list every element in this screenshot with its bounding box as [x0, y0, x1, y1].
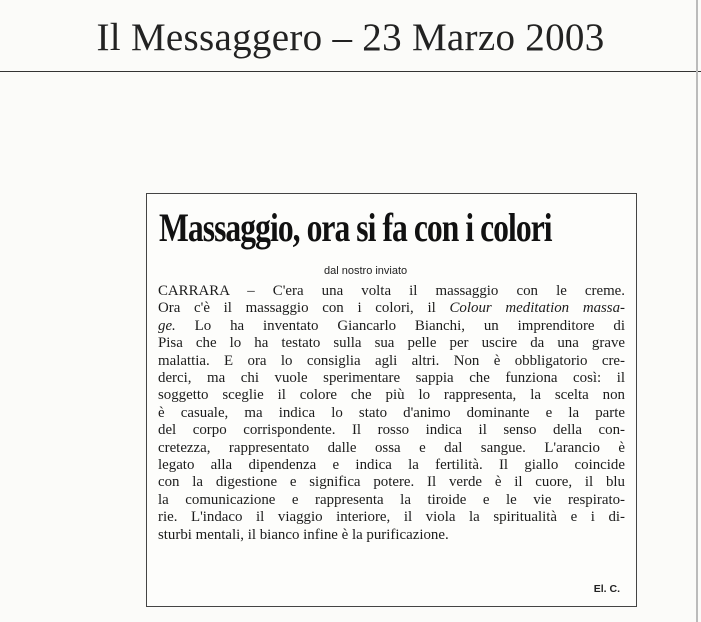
article-line: del corpo corrispondente. Il rosso indica il senso della con- [158, 422, 625, 439]
article-body [158, 283, 625, 544]
article-line: cretezza, rappresentato dalle ossa e dal sangue. L'arancio è [158, 439, 625, 456]
masthead-title: Il Messaggero – 23 Marzo 2003 [96, 16, 605, 59]
article-line: ge. Lo ha inventato Giancarlo Bianchi, un imprenditore di [158, 317, 625, 334]
article-line: derci, ma chi vuole sperimentare sappia che funziona così: il [158, 370, 625, 387]
masthead [0, 0, 701, 72]
article-headline: Massaggio, ora si fa con i colori [159, 205, 552, 250]
author-signature: El. C. [593, 583, 620, 595]
article-byline: dal nostro inviato [324, 265, 408, 277]
scan-edge [696, 0, 698, 622]
article-line: soggetto sceglie il colore che più lo rappresenta, la scelta non [158, 387, 625, 404]
article-line: Pisa che lo ha testato sulla sua pelle per uscire da una grave [158, 335, 625, 352]
article-line: sturbi mentali, il bianco infine è la purificazione. [158, 526, 449, 543]
masthead-rule [0, 71, 701, 72]
article-line: la comunicazione e rappresenta la tiroide e le vie respirato- [158, 491, 625, 508]
article-line: malattia. E ora lo consiglia agli altri. Non è obbligatorio cre- [158, 352, 625, 369]
article-line: rie. L'indaco il viaggio interiore, il viola la spiritualità e i di- [158, 509, 625, 526]
article-line: legato alla dipendenza e indica la fertilità. Il giallo coincide [158, 457, 625, 474]
article-line: Ora c'è il massaggio con i colori, il Colour meditation massa- [158, 300, 626, 317]
article-line: è casuale, ma indica lo stato d'animo dominante e la parte [158, 404, 625, 421]
newspaper-clipping [146, 193, 637, 607]
article-line: con la digestione e significa potere. Il verde è il cuore, il blu [158, 474, 625, 491]
article-line: CARRARA – C'era una volta il massaggio con le creme. [158, 283, 625, 299]
